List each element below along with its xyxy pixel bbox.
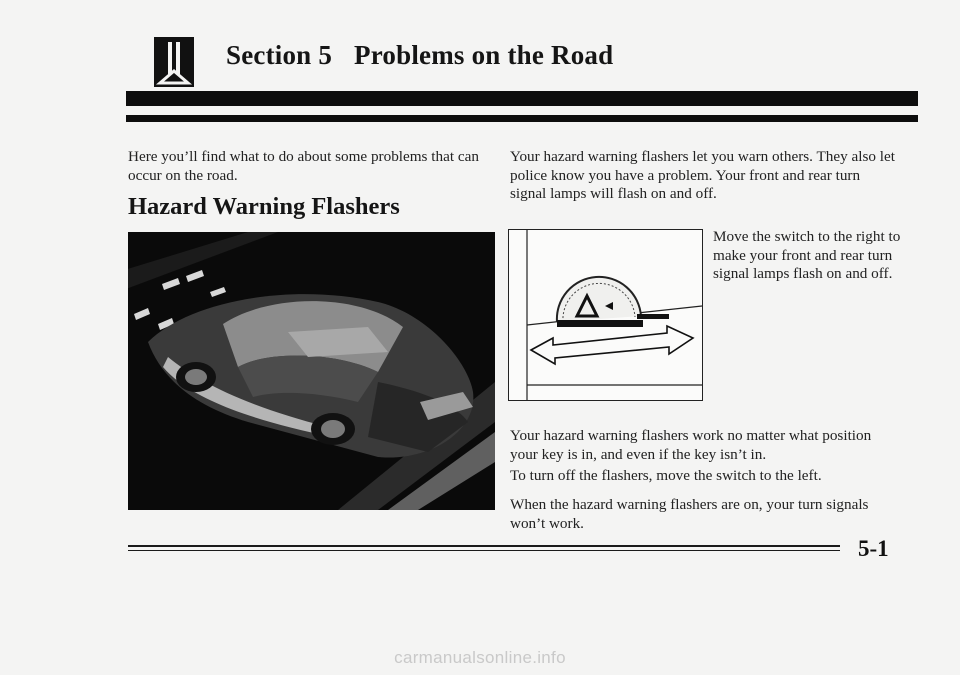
header-rule-thick [126, 91, 918, 106]
switch-instruction-block [713, 228, 903, 284]
intro-paragraph: Here you’ll find what to do about some problems that can occur on the road. [128, 148, 479, 184]
car-illustration [128, 232, 495, 510]
section-heading: Hazard Warning Flashers [128, 193, 400, 220]
page-number: 5-1 [858, 536, 889, 561]
right-intro-paragraph: Your hazard warning flashers let you warn others. They also let police know you have a problem. Your front and rear turn signal lamps will flash on and off. [510, 148, 895, 202]
body-paragraph-3: When the hazard warning flashers are on, your turn signals won’t work. [510, 496, 869, 532]
paragraph-turn-signals [510, 496, 900, 533]
switch-instruction: Move the switch to the right to make your front and rear turn signal lamps flash on and off. [713, 228, 901, 282]
footer-rule-thick [128, 545, 840, 547]
car-photo [128, 232, 495, 510]
brand-logo-icon [154, 37, 194, 87]
left-right-arrow-icon [531, 326, 693, 364]
paragraph-key-position [510, 427, 900, 464]
watermark-text: carmanualsonline.info [394, 648, 566, 667]
header-rule-thin [126, 115, 918, 122]
hazard-switch-figure [508, 229, 703, 401]
section-name: Problems on the Road [354, 40, 614, 70]
footer-rule-thin [128, 550, 840, 551]
hazard-switch-diagram [509, 230, 702, 400]
body-paragraph-1: Your hazard warning flashers work no matter what position your key is in, and even if the key isn’t in. [510, 427, 872, 463]
intro-block [128, 148, 488, 185]
rocket-emblem-icon [154, 37, 194, 87]
right-intro-block [510, 148, 900, 204]
body-paragraph-2: To turn off the flashers, move the switch to the left. [510, 467, 822, 484]
paragraph-turn-off [510, 467, 900, 486]
section-label: Section 5 [226, 40, 333, 70]
section-title [226, 40, 613, 71]
